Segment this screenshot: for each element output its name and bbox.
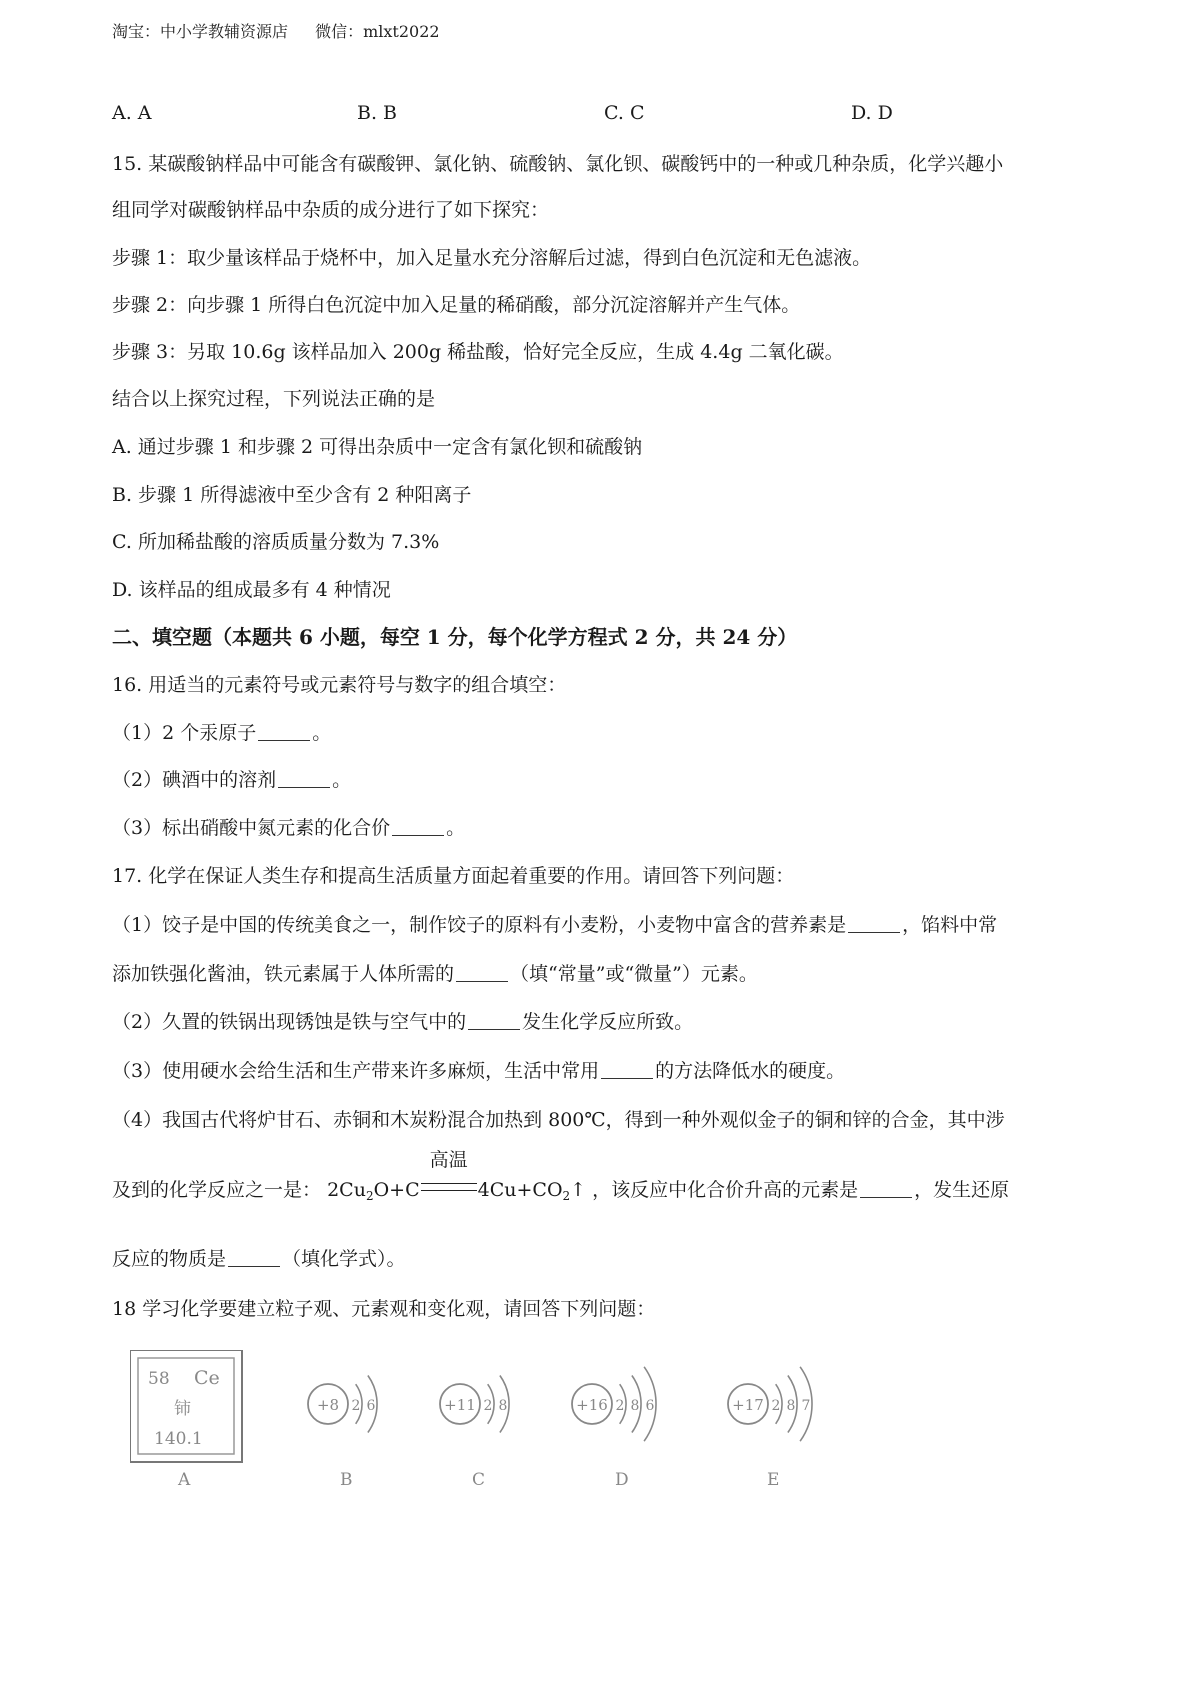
electron-count: 2 xyxy=(483,1398,493,1414)
q17-part-4: （4）我国古代将炉甘石、赤铜和木炭粉混合加热到 800℃，得到一种外观似金子的铜和锌的合金，其中涉 xyxy=(112,1109,1005,1131)
electron-count: 7 xyxy=(801,1398,811,1414)
eq-left-rest: O+C xyxy=(373,1179,420,1201)
answer-blank[interactable] xyxy=(601,1060,653,1079)
answer-blank[interactable] xyxy=(848,914,900,933)
q17-part-6 xyxy=(112,1245,406,1273)
q15-choice-c: C. 所加稀盐酸的溶质质量分数为 7.3% xyxy=(112,531,440,553)
q17-part-1-line-2 xyxy=(112,960,758,988)
q16-p3-text: （3）标出硝酸中氮元素的化合价 xyxy=(112,817,391,839)
figure-labels xyxy=(177,1470,779,1490)
q16-part-2 xyxy=(112,766,351,794)
answer-blank[interactable] xyxy=(468,1011,520,1030)
nucleus-charge: +11 xyxy=(444,1396,476,1414)
eq-condition: 高温 xyxy=(429,1149,468,1171)
q14-option-c: C. C xyxy=(604,102,645,124)
label-b: B xyxy=(340,1470,353,1490)
electron-count: 2 xyxy=(771,1398,781,1414)
q17-part-2 xyxy=(112,1008,693,1036)
electron-count: 2 xyxy=(615,1398,625,1414)
answer-blank[interactable] xyxy=(278,769,330,788)
q17-part-1-line-1 xyxy=(112,911,997,939)
q16-p1-end: 。 xyxy=(312,722,332,744)
element-number: 58 xyxy=(148,1369,170,1389)
q17-p2b: 发生化学反应所致。 xyxy=(522,1011,694,1033)
element-mass: 140.1 xyxy=(154,1429,203,1449)
q15-stem-1: 15. 某碳酸钠样品中可能含有碳酸钾、氯化钠、硫酸钠、氯化钡、碳酸钙中的一种或几种杂质，化学兴趣小 xyxy=(112,153,1004,175)
eq-left-sub: 2 xyxy=(365,1189,374,1203)
atom-diagrams xyxy=(308,1367,812,1441)
q17-p3a: （3）使用硬水会给生活和生产带来许多麻烦，生活中常用 xyxy=(112,1060,600,1082)
shop-text: 淘宝：中小学教辅资源店 xyxy=(112,22,289,41)
chemical-equation xyxy=(327,1149,592,1203)
q17-p6a: 反应的物质是 xyxy=(112,1248,227,1270)
atom-diagram xyxy=(308,1376,377,1433)
electron-count: 6 xyxy=(645,1398,655,1414)
q17-p3b: 的方法降低水的硬度。 xyxy=(655,1060,846,1082)
q16-part-3 xyxy=(112,814,465,842)
answer-blank[interactable] xyxy=(228,1248,280,1267)
q16-stem: 16. 用适当的元素符号或元素符号与数字的组合填空： xyxy=(112,674,567,696)
nucleus-charge: +16 xyxy=(576,1396,608,1414)
eq-left: 2Cu xyxy=(327,1179,366,1201)
atom-diagram xyxy=(440,1376,509,1433)
q17-p6b: （填化学式）。 xyxy=(282,1248,406,1270)
q15-choice-a: A. 通过步骤 1 和步骤 2 可得出杂质中一定含有氯化钡和硫酸钠 xyxy=(112,436,643,458)
q14-option-b: B. B xyxy=(357,102,398,124)
electron-count: 8 xyxy=(786,1398,796,1414)
label-d: D xyxy=(615,1470,629,1490)
q14-option-d: D. D xyxy=(851,102,893,124)
q16-p3-end: 。 xyxy=(446,817,466,839)
element-name: 铈 xyxy=(174,1399,191,1419)
nucleus-charge: +8 xyxy=(316,1396,340,1414)
q15-stem-2: 组同学对碳酸钠样品中杂质的成分进行了如下探究： xyxy=(112,199,550,221)
q16-p2-end: 。 xyxy=(332,769,352,791)
eq-right: 4Cu+CO xyxy=(477,1179,563,1201)
q15-choice-d: D. 该样品的组成最多有 4 种情况 xyxy=(112,579,391,601)
q17-p5b: ，该反应中化合价升高的元素是 xyxy=(592,1179,859,1201)
q17-p1c: 添加铁强化酱油，铁元素属于人体所需的 xyxy=(112,963,455,985)
q14-option-a: A. A xyxy=(112,102,152,124)
answer-blank[interactable] xyxy=(392,817,444,836)
q15-step-3: 步骤 3：另取 10.6g 该样品加入 200g 稀盐酸，恰好完全反应，生成 4.4g 二氧化碳。 xyxy=(112,341,844,363)
answer-blank[interactable] xyxy=(456,963,508,982)
eq-condition-sign xyxy=(420,1149,478,1204)
eq-right-sub: 2 xyxy=(562,1189,571,1203)
wechat-text: 微信：mlxt2022 xyxy=(315,22,440,41)
atom-diagram xyxy=(728,1367,812,1441)
nucleus-charge: +17 xyxy=(732,1396,764,1414)
q17-p5a: 及到的化学反应之一是： xyxy=(112,1179,322,1201)
eq-double-bar xyxy=(421,1183,477,1191)
q17-stem: 17. 化学在保证人类生存和提高生活质量方面起着重要的作用。请回答下列问题： xyxy=(112,865,795,887)
q18-diagrams xyxy=(130,1350,890,1490)
q15-choice-b: B. 步骤 1 所得滤液中至少含有 2 种阳离子 xyxy=(112,484,472,506)
page-header xyxy=(112,19,462,42)
q17-part-3 xyxy=(112,1057,845,1085)
answer-blank[interactable] xyxy=(258,722,310,741)
atom-structure-figure xyxy=(130,1350,890,1490)
electron-count: 2 xyxy=(351,1398,361,1414)
element-symbol: Ce xyxy=(194,1367,220,1389)
section-2-title: 二、填空题（本题共 6 小题，每空 1 分，每个化学方程式 2 分，共 24 分） xyxy=(112,625,798,649)
q16-part-1 xyxy=(112,719,331,747)
q17-equation-line xyxy=(112,1149,1010,1210)
atom-diagram xyxy=(572,1367,656,1441)
q17-p2a: （2）久置的铁锅出现锈蚀是铁与空气中的 xyxy=(112,1011,467,1033)
element-card xyxy=(130,1350,242,1462)
q17-p1d: （填“常量”或“微量”）元素。 xyxy=(510,963,758,985)
q17-p1a: （1）饺子是中国的传统美食之一，制作饺子的原料有小麦粉，小麦物中富含的营养素是 xyxy=(112,914,847,936)
q16-p2-text: （2）碘酒中的溶剂 xyxy=(112,769,277,791)
q15-step-2: 步骤 2：向步骤 1 所得白色沉淀中加入足量的稀硝酸，部分沉淀溶解并产生气体。 xyxy=(112,294,801,316)
answer-blank[interactable] xyxy=(860,1179,912,1198)
q15-question: 结合以上探究过程，下列说法正确的是 xyxy=(112,388,436,410)
electron-count: 6 xyxy=(366,1398,376,1414)
q16-p1-text: （1）2 个汞原子 xyxy=(112,722,257,744)
label-e: E xyxy=(767,1470,780,1490)
q17-p1b: ，馅料中常 xyxy=(902,914,998,936)
q17-p5c: ，发生还原 xyxy=(914,1179,1010,1201)
electron-count: 8 xyxy=(498,1398,508,1414)
q18-stem: 18 学习化学要建立粒子观、元素观和变化观，请回答下列问题： xyxy=(112,1298,656,1320)
label-c: C xyxy=(472,1470,486,1490)
electron-count: 8 xyxy=(630,1398,640,1414)
q15-step-1: 步骤 1：取少量该样品于烧杯中，加入足量水充分溶解后过滤，得到白色沉淀和无色滤液。 xyxy=(112,247,872,269)
gas-arrow-icon: ↑ xyxy=(570,1179,587,1201)
label-a: A xyxy=(178,1470,191,1490)
